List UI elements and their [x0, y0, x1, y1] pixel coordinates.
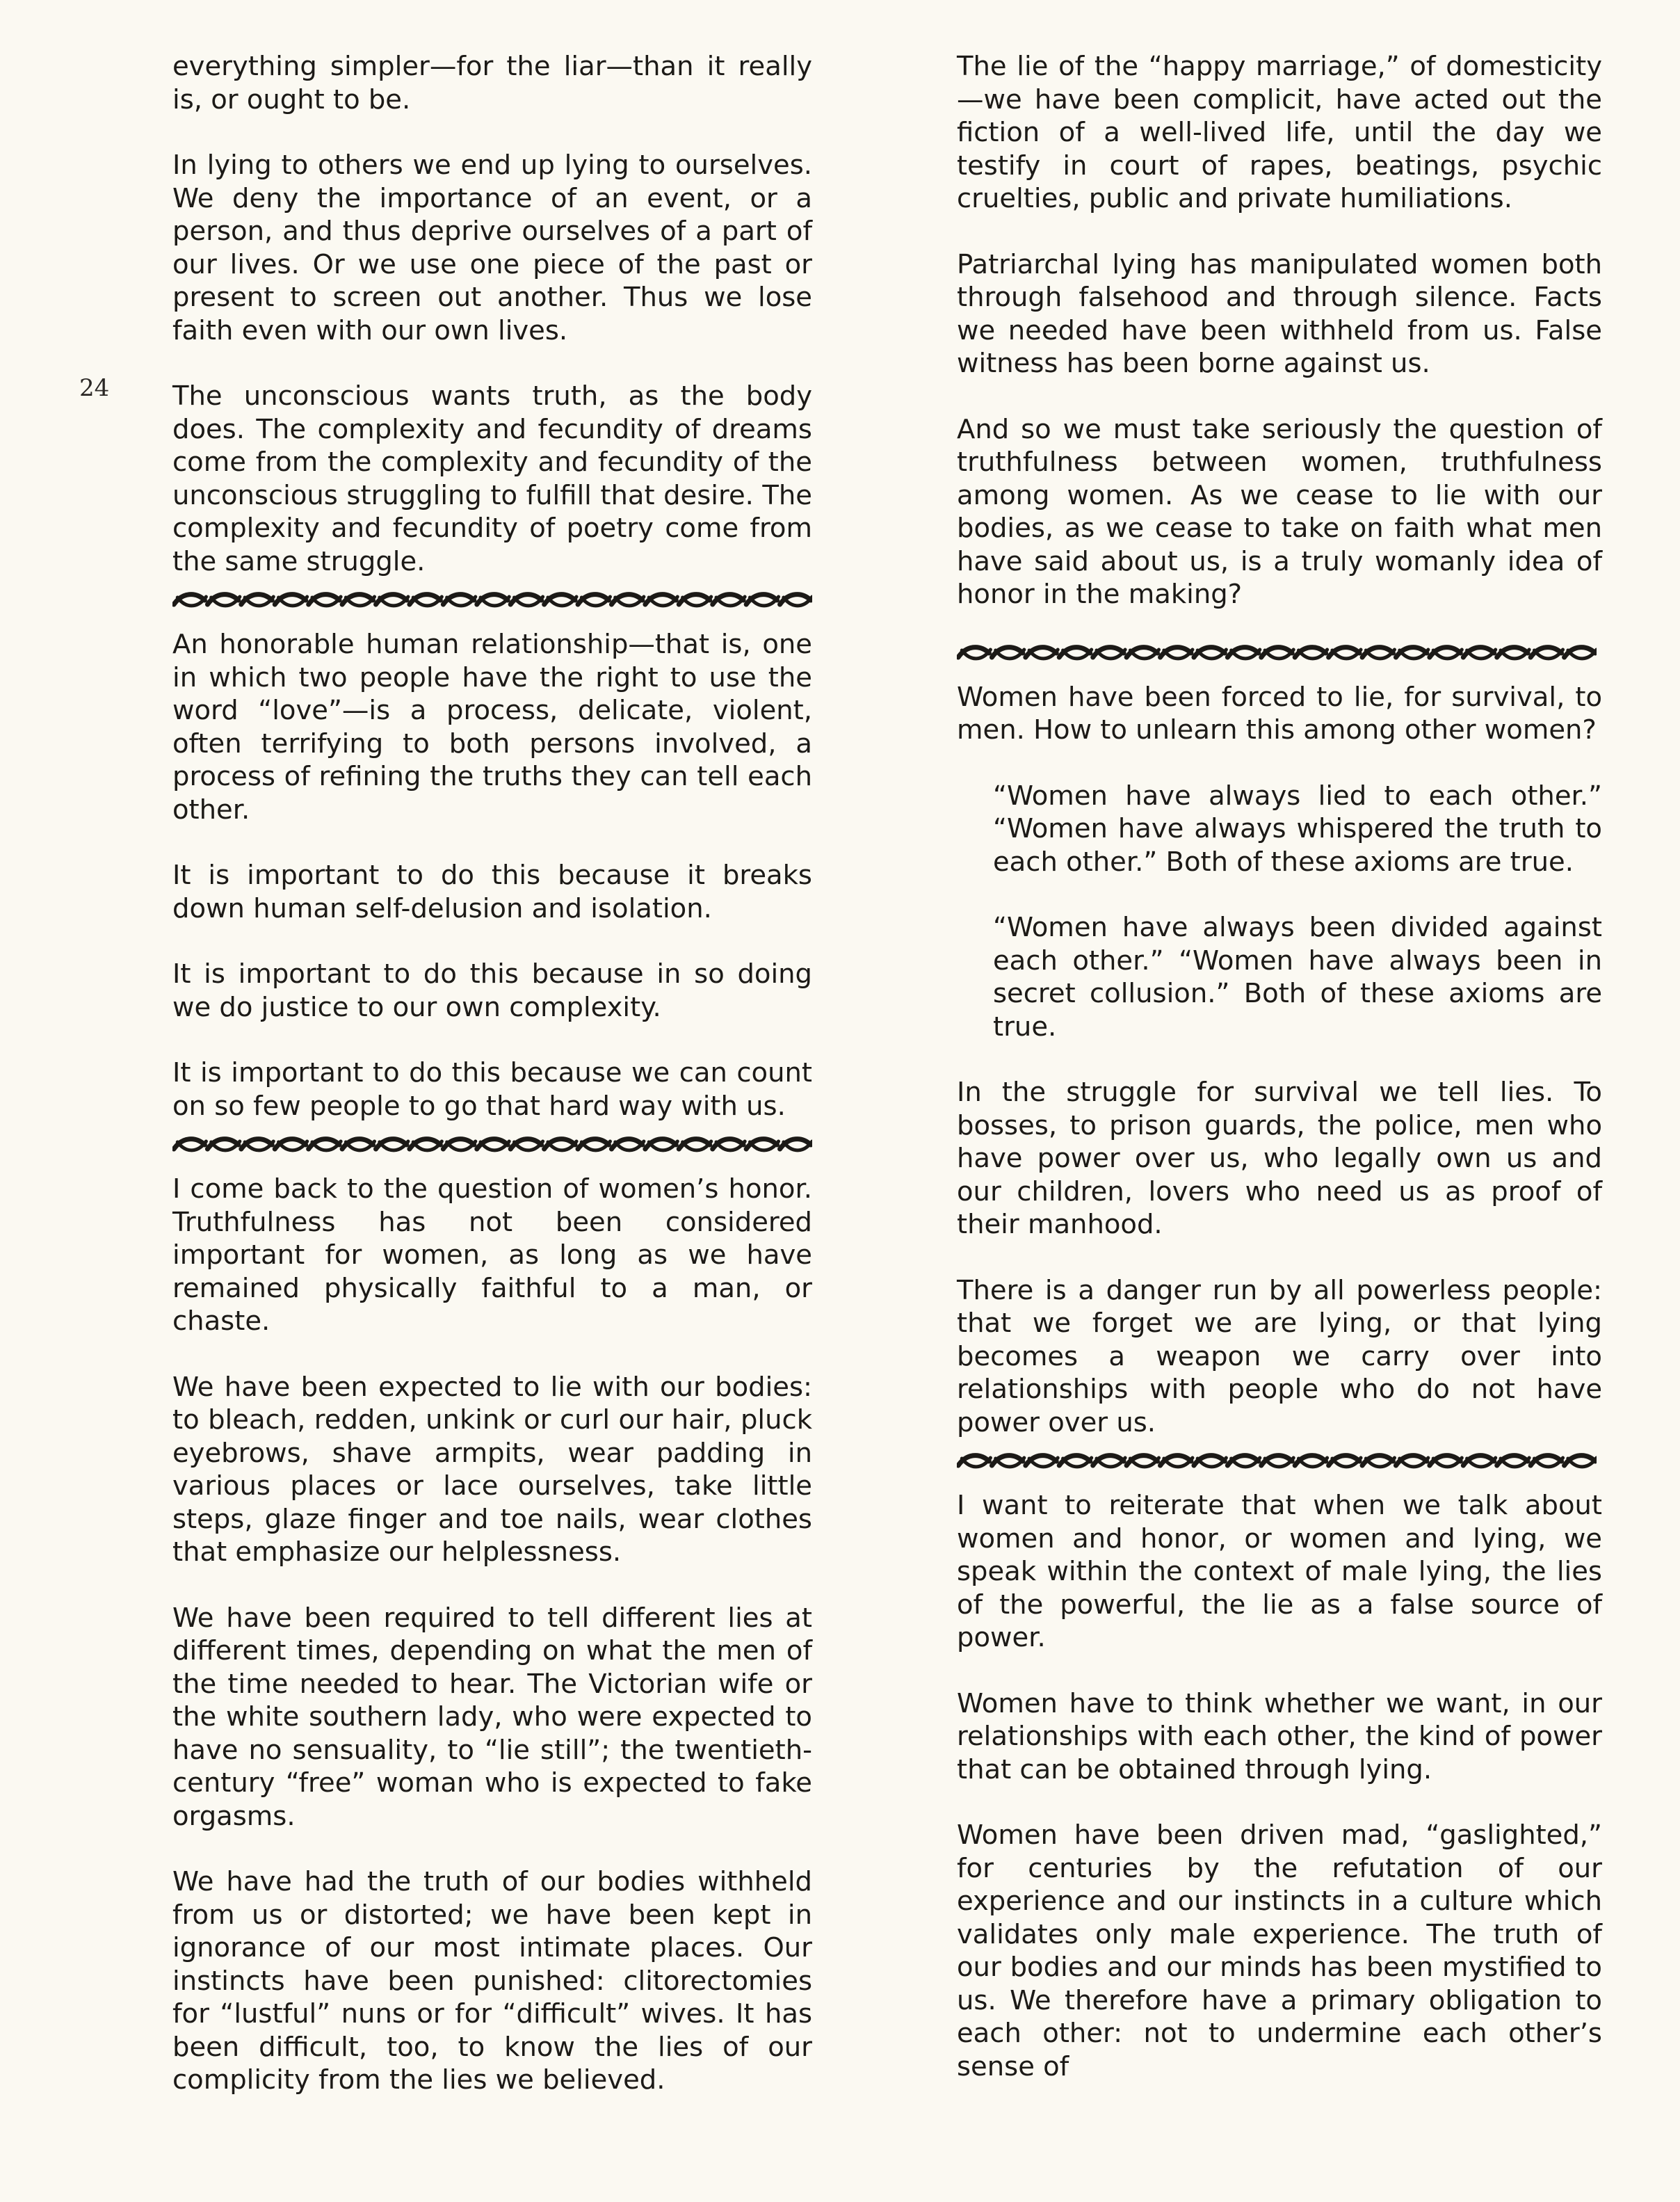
paragraph: Women have to think whether we want, in our relationships with each other, the kind of power that can be obtained through lying. — [957, 1687, 1602, 1785]
paragraph: I come back to the question of women’s honor. Truthfulness has not been considered important for women, as long as we have remained physically faithful to a man, or chaste. — [172, 1173, 812, 1337]
ornamental-divider — [957, 643, 1602, 663]
paragraph: It is important to do this because it breaks down human self-delusion and isolation. — [172, 860, 812, 924]
ornamental-divider — [957, 1452, 1602, 1471]
paragraph: We have been expected to lie with our bodies: to bleach, redden, unkink or curl our hair, pluck eyebrows, shave armpits, wear padding in various places or lace ourselves, take little steps, glaze finger and toe nails, wear clothes that emphasize our helplessness. — [172, 1371, 812, 1568]
paragraph: I want to reiterate that when we talk about women and honor, or women and lying, we speak within the context of male lying, the lies of the powerful, the lie as a false source of power. — [957, 1490, 1602, 1653]
paragraph: We have had the truth of our bodies withheld from us or distorted; we have been kept in ignorance of our most intimate places. Our instincts have been punished: clitorectomies for “lustful” nuns or for “difficult” wives. It has been difficult, too, to know the lies of our complicity from the lies we believed. — [172, 1866, 812, 2096]
page-number: 24 — [79, 374, 110, 402]
ornamental-divider — [172, 1135, 812, 1155]
ornamental-divider — [172, 590, 812, 610]
right-column — [957, 50, 1602, 2083]
paragraph: And so we must take seriously the question of truthfulness between women, truthfulness among women. As we cease to lie with our bodies, as we cease to take on faith what men have said about us, is a truly womanly idea of honor in the making? — [957, 413, 1602, 610]
paragraph: The unconscious wants truth, as the body does. The complexity and fecundity of dreams come from the complexity and fecundity of the unconscious struggling to fulfill that desire. The complexity and fecundity of poetry come from the same struggle. — [172, 380, 812, 577]
left-column — [172, 50, 812, 2097]
paragraph: The lie of the “happy marriage,” of domesticity —we have been complicit, have acted out the fiction of a well-lived life, until the day we testify in court of rapes, beatings, psychic cruelties, public and private humiliations. — [957, 51, 1602, 214]
paragraph: There is a danger run by all powerless people: that we forget we are lying, or that lying becomes a weapon we carry over into relationships with people who do not have power over us. — [957, 1274, 1602, 1438]
paragraph: Patriarchal lying has manipulated women both through falsehood and through silence. Facts we needed have been withheld from us. False witness has been borne against us. — [957, 248, 1602, 379]
paragraph: An honorable human relationship—that is, one in which two people have the right to use the word “love”—is a process, delicate, violent, often terrifying to both persons involved, a process of refining the truths they can tell each other. — [172, 629, 812, 826]
paragraph: In the struggle for survival we tell lies. To bosses, to prison guards, the police, men who have power over us, who legally own us and our children, lovers who need us as proof of their manhood. — [957, 1077, 1602, 1240]
paragraph: Women have been driven mad, “gaslighted,” for centuries by the refutation of our experience and our instincts in a culture which validates only male experience. The truth of our bodies and our minds has been mystified to us. We therefore have a primary obligation to each other: not to undermine each other’s sense of — [957, 1819, 1602, 2082]
paragraph: It is important to do this because we can count on so few people to go that hard way with us. — [172, 1057, 812, 1122]
paragraph: In lying to others we end up lying to ourselves. We deny the importance of an event, or a person, and thus deprive ourselves of a part of our lives. Or we use one piece of the past or present to screen out another. Thus we lose faith even with our own lives. — [172, 150, 812, 346]
paragraph: everything simpler—for the liar—than it really is, or ought to be. — [172, 51, 812, 115]
paragraph: Women have been forced to lie, for survival, to men. How to unlearn this among other women? — [957, 681, 1602, 746]
paragraph: We have been required to tell different lies at different times, depending on what the men of the time needed to hear. The Victorian wife or the white southern lady, who were expected to have no sensuality, to “lie still”; the twentieth-century “free” woman who is expected to fake orgasms. — [172, 1602, 812, 1832]
quote-paragraph: “Women have always lied to each other.” “Women have always whispered the truth to each other.” Both of these axioms are true. — [993, 780, 1602, 878]
paragraph: It is important to do this because in so doing we do justice to our own complexity. — [172, 958, 812, 1023]
quote-paragraph: “Women have always been divided against each other.” “Women have always been in secret collusion.” Both of these axioms are true. — [993, 912, 1602, 1043]
